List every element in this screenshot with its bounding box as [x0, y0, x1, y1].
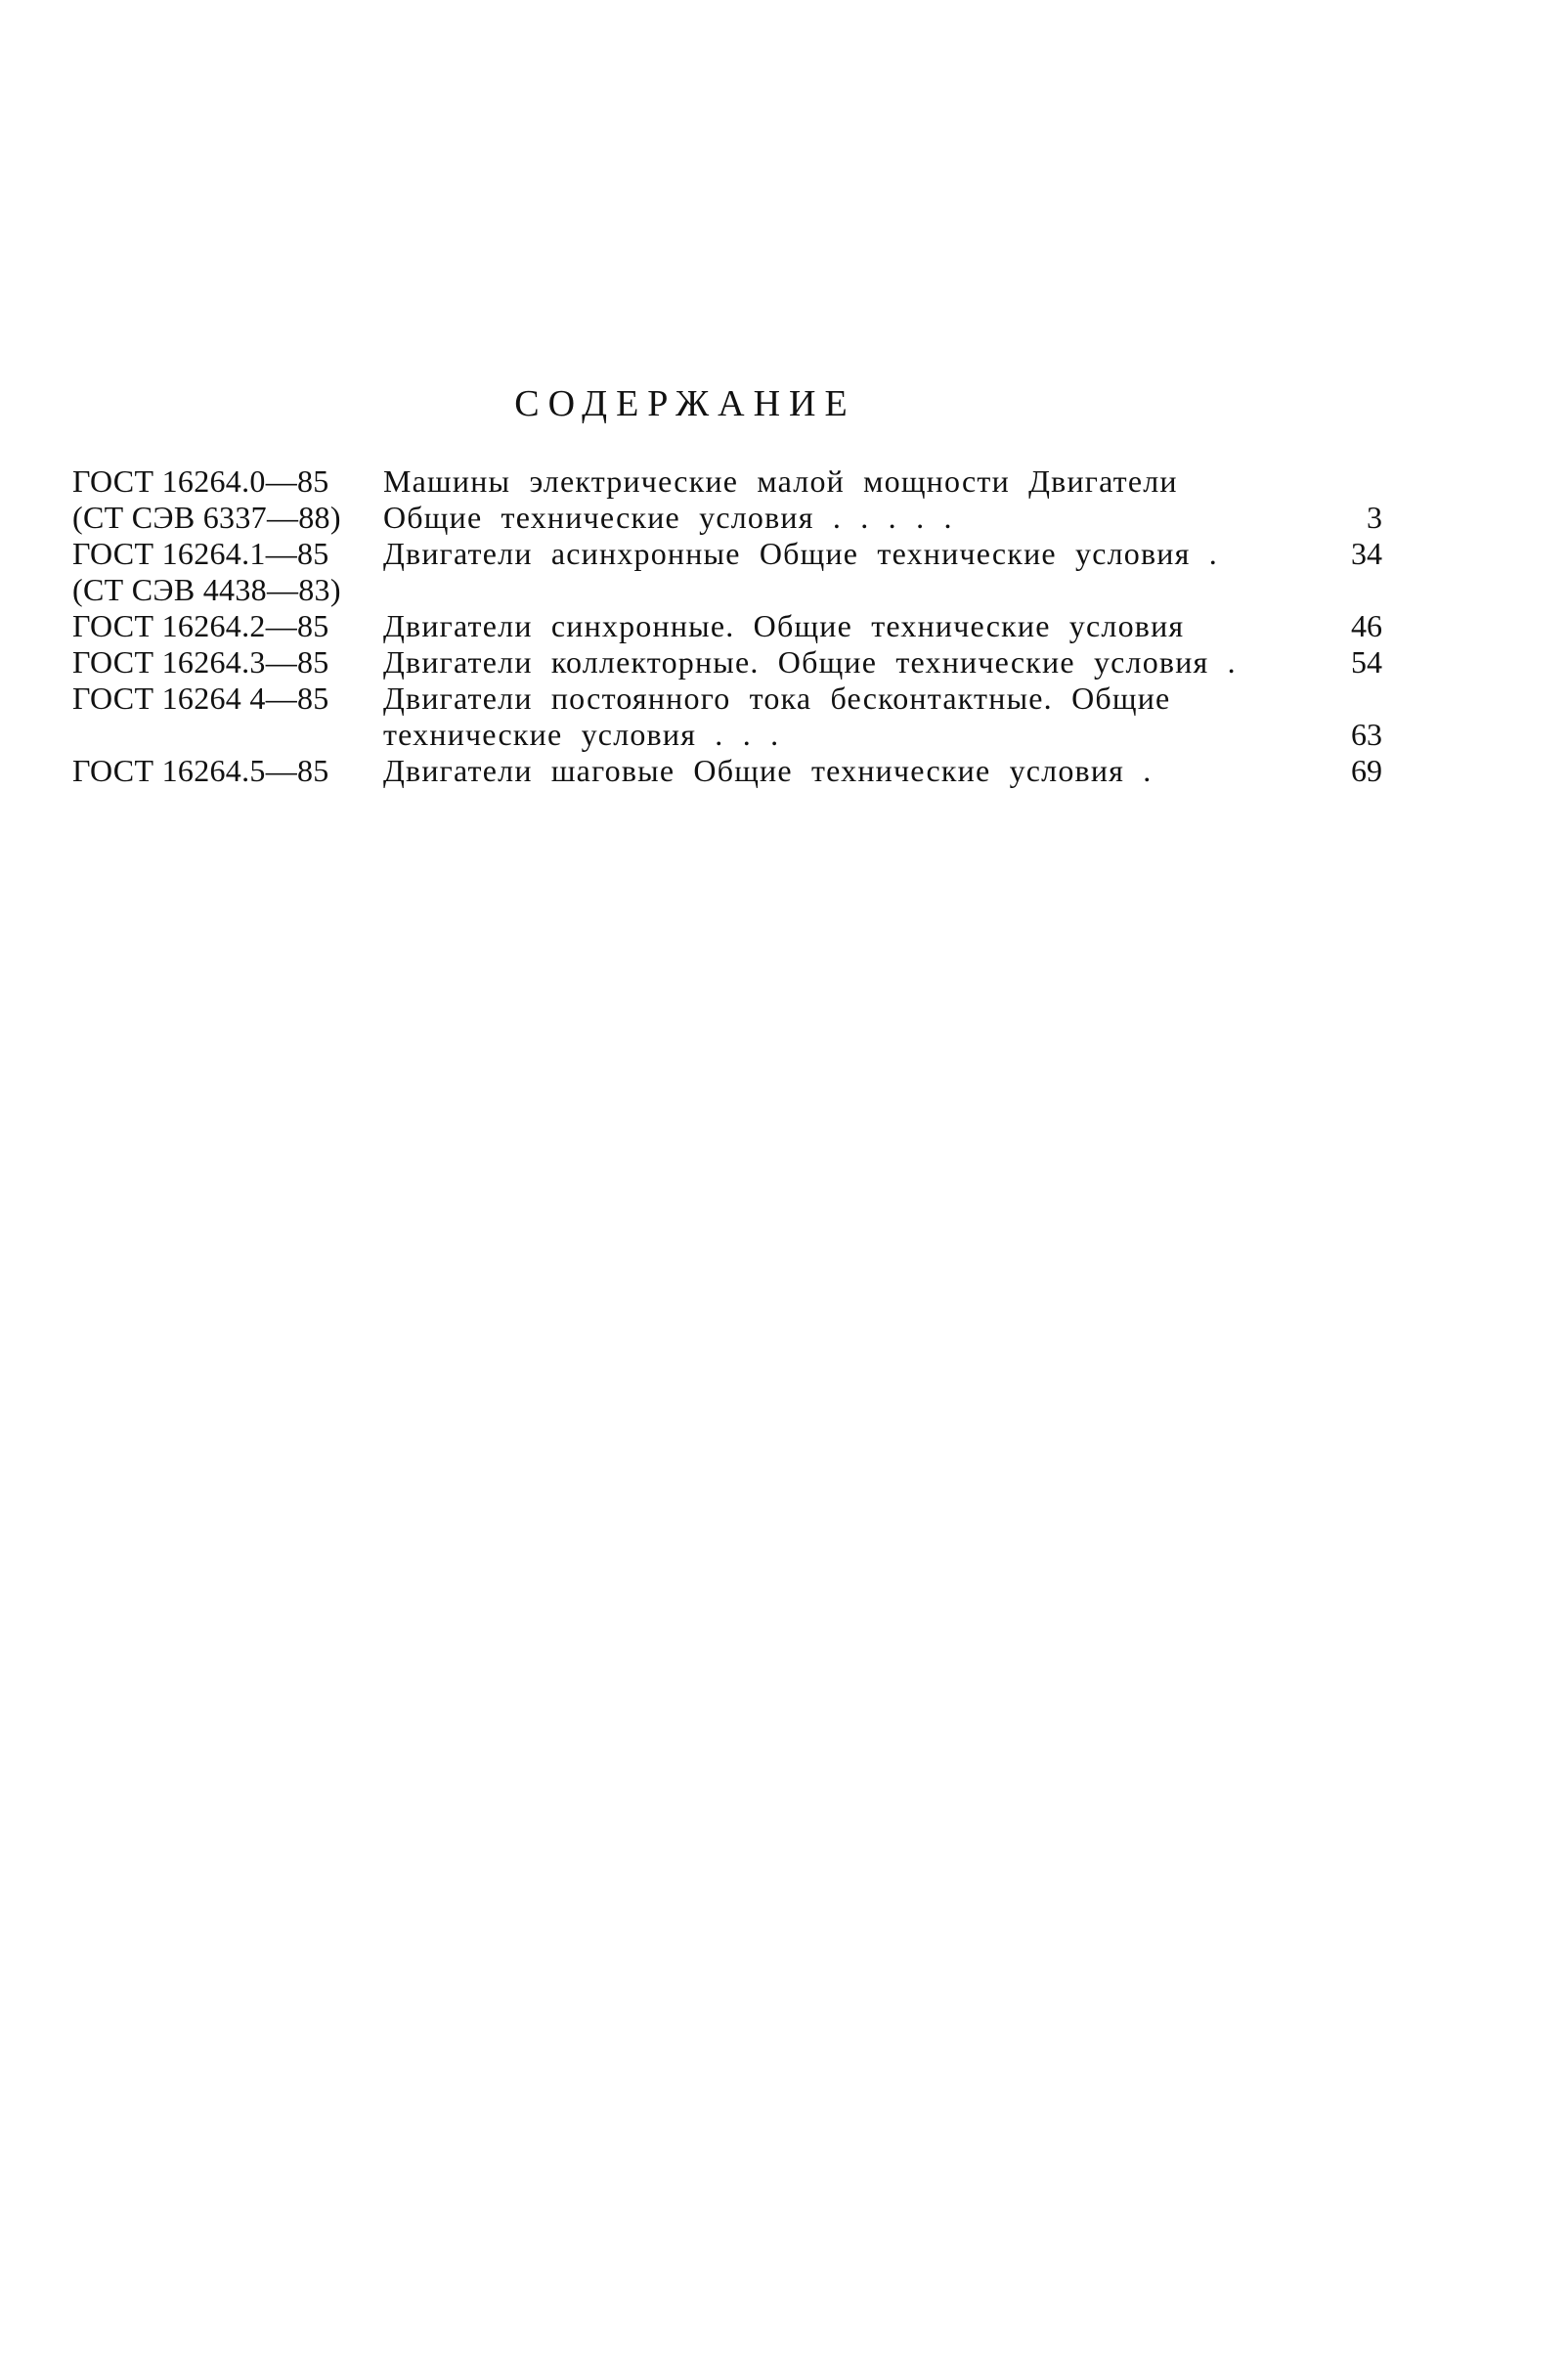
entry-description: Двигатели шаговые Общие технические условия .: [383, 753, 1153, 788]
entry-description: Двигатели асинхронные Общие технические условия .: [383, 536, 1218, 571]
standard-code: ГОСТ 16264.5—85: [72, 753, 329, 788]
page-number: 46: [1351, 608, 1382, 643]
table-of-contents: [72, 463, 1382, 789]
entry-description: Двигатели синхронные. Общие технические условия: [383, 608, 1185, 643]
page-number: 34: [1351, 536, 1382, 571]
entry-description: Двигатели коллекторные. Общие технические условия .: [383, 644, 1237, 680]
toc-row: [72, 463, 1382, 500]
page-title: СОДЕРЖАНИЕ: [514, 383, 856, 424]
toc-row: [72, 681, 1382, 717]
standard-code: ГОСТ 16264.2—85: [72, 608, 329, 643]
standard-code: ГОСТ 16264.3—85: [72, 644, 329, 680]
entry-description: Общие технические условия . . . . .: [383, 500, 953, 535]
toc-row: [72, 536, 1382, 572]
toc-row: [72, 644, 1382, 681]
page-number: 63: [1351, 717, 1382, 752]
entry-description: Двигатели постоянного тока бесконтактные. Общие: [383, 681, 1171, 716]
page-number: 3: [1367, 500, 1382, 535]
standard-code: ГОСТ 16264.0—85: [72, 463, 329, 499]
toc-row: [72, 753, 1382, 789]
entry-description: Машины электрические малой мощности Двигатели: [383, 463, 1178, 499]
standard-code: ГОСТ 16264 4—85: [72, 681, 329, 716]
page-number: 69: [1351, 753, 1382, 788]
entry-description: технические условия . . .: [383, 717, 780, 752]
standard-code: ГОСТ 16264.1—85: [72, 536, 329, 571]
toc-row: [72, 717, 1382, 753]
page-number: 54: [1351, 644, 1382, 680]
toc-row: [72, 572, 1382, 608]
standard-code: (СТ СЭВ 4438—83): [72, 572, 341, 607]
toc-row: [72, 500, 1382, 536]
toc-row: [72, 608, 1382, 644]
standard-code: (СТ СЭВ 6337—88): [72, 500, 341, 535]
